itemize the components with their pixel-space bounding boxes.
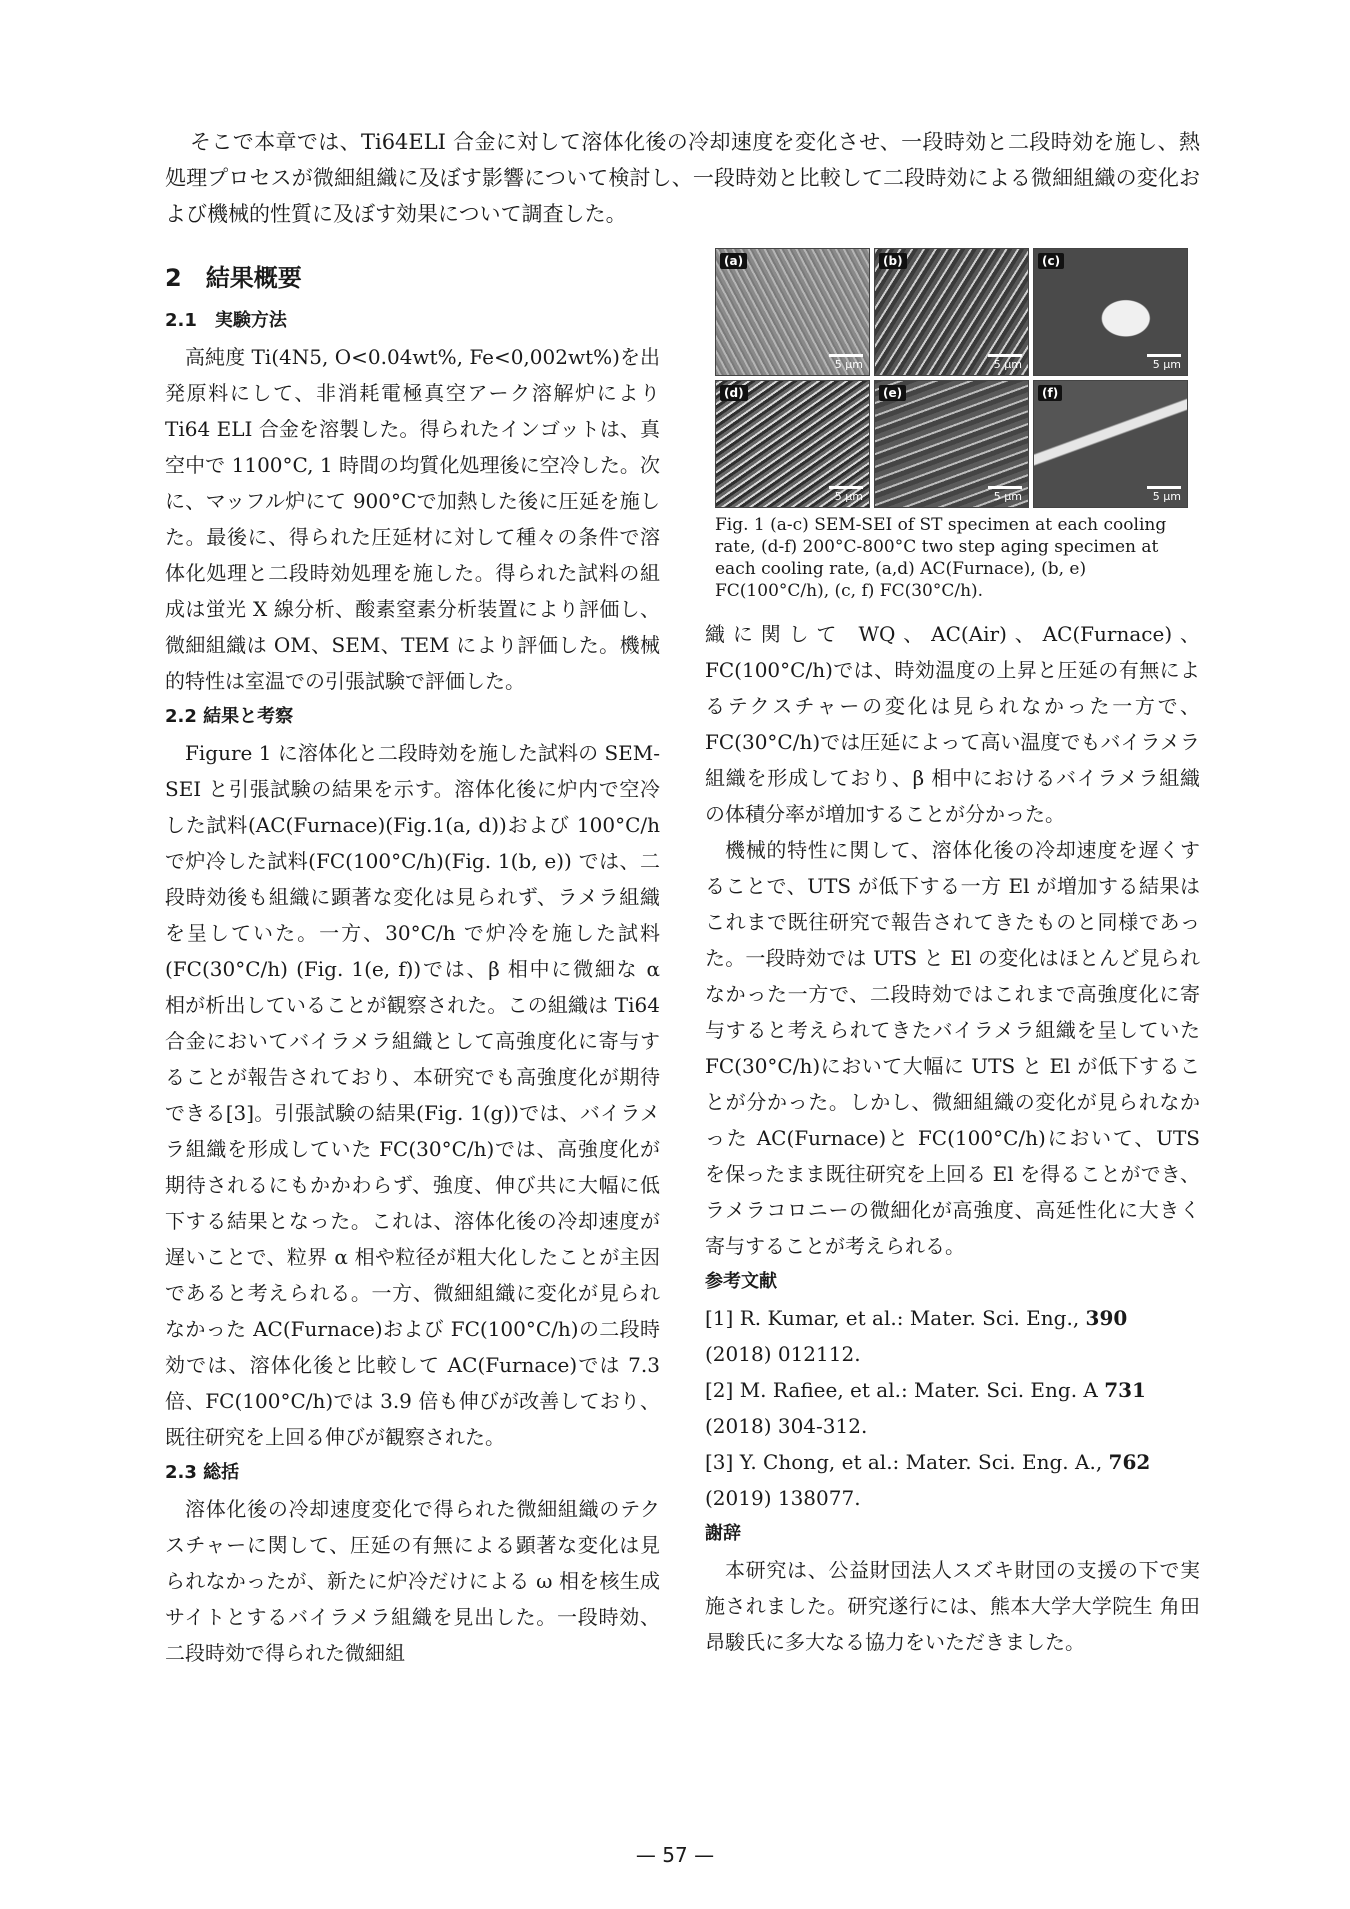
reference-3	[705, 1444, 1200, 1516]
panel-label: (c)	[1038, 253, 1064, 269]
sem-image-f	[1033, 380, 1188, 508]
reference-text: [2] M. Rafiee, et al.: Mater. Sci. Eng. A	[705, 1378, 1105, 1402]
reference-1	[705, 1300, 1200, 1372]
sem-image-c	[1033, 248, 1188, 376]
scale-bar	[829, 486, 863, 489]
sem-image-a	[715, 248, 870, 376]
scale-bar	[829, 354, 863, 357]
section-2-2-text: Figure 1 に溶体化と二段時効を施した試料の SEM-SEI と引張試験の結果を示す。溶体化後に炉内で空冷した試料(AC(Furnace)(Fig.1(a, d))および 100°C/h で炉冷した試料(FC(100°C/h)(Fig. 1(b, e)) では、二段時効後も組織に顕著な変化は見られず、ラメラ組織を呈していた。一方、30°C/h で炉冷を施した試料(FC(30°C/h) (Fig. 1(e, f))では、β 相中に微細な α 相が析出していることが観察された。この組織は Ti64 合金においてバイラメラ組織として高強度化に寄与することが報告されており、本研究でも高強度化が期待できる[3]。引張試験の結果(Fig. 1(g))では、バイラメラ組織を形成していた FC(30°C/h)では、高強度化が期待されるにもかかわらず、強度、伸び共に大幅に低下する結果となった。これは、溶体化後の冷却速度が遅いことで、粒界 α 相や粒径が粗大化したことが主因であると考えられる。一方、微細組織に変化が見られなかった AC(Furnace)および FC(100°C/h)の二段時効では、溶体化後と比較して AC(Furnace)では 7.3 倍、FC(100°C/h)では 3.9 倍も伸びが改善しており、既往研究を上回る伸びが観察された。	[165, 741, 660, 1449]
reference-text: (2018) 304-312.	[705, 1414, 868, 1438]
right-paragraph-1: 織に関して WQ、AC(Air)、AC(Furnace)、FC(100°C/h)では、時効温度の上昇と圧延の有無によるテクスチャーの変化は見られなかった一方で、FC(30°C/h)では圧延によって高い温度でもバイラメラ組織を形成しており、β 相中におけるバイラメラ組織の体積分率が増加することが分かった。	[705, 622, 1200, 826]
reference-volume: 762	[1108, 1450, 1151, 1474]
figure-1	[715, 248, 1190, 602]
reference-text: (2019) 138077.	[705, 1486, 861, 1510]
right-paragraph-2: 機械的特性に関して、溶体化後の冷却速度を遅くすることで、UTS が低下する一方 El が増加する結果はこれまで既往研究で報告されてきたものと同様であった。一段時効では UTS と El の変化はほとんど見られなかった一方で、二段時効ではこれまで高強度化に寄与すると考えられてきたバイラメラ組織を呈していた FC(30°C/h)において大幅に UTS と El が低下することが分かった。しかし、微細組織の変化が見られなかった AC(Furnace)と FC(100°C/h)において、UTS を保ったまま既往研究を上回る El を得ることができ、ラメラコロニーの微細化が高強度、高延性化に大きく寄与することが考えられる。	[705, 838, 1200, 1258]
reference-volume: 731	[1104, 1378, 1146, 1402]
section-2-heading: 2 結果概要	[165, 264, 302, 292]
section-2-1-heading: 2.1 実験方法	[165, 310, 287, 331]
scale-bar	[1147, 354, 1181, 357]
sem-image-d	[715, 380, 870, 508]
reference-text: [3] Y. Chong, et al.: Mater. Sci. Eng. A.,	[705, 1450, 1109, 1474]
scale-label: 5 μm	[993, 490, 1022, 503]
panel-label: (f)	[1038, 385, 1062, 401]
sem-image-e	[874, 380, 1029, 508]
reference-text: (2018) 012112.	[705, 1342, 861, 1366]
scale-bar	[1147, 486, 1181, 489]
figure-caption: Fig. 1 (a-c) SEM-SEI of ST specimen at each cooling rate, (d-f) 200°C-800°C two step aging specimen at each cooling rate, (a,d) AC(Furnace), (b, e) FC(100°C/h), (c, f) FC(30°C/h).	[715, 515, 1167, 601]
panel-label: (b)	[879, 253, 907, 269]
acknowledgement-text: 本研究は、公益財団法人スズキ財団の支援の下で実施されました。研究遂行には、熊本大学大学院生 角田昂駿氏に多大なる協力をいただきました。	[705, 1558, 1200, 1654]
intro-text: そこで本章では、Ti64ELI 合金に対して溶体化後の冷却速度を変化させ、一段時効と二段時効を施し、熱処理プロセスが微細組織に及ぼす影響について検討し、一段時効と比較して二段時効による微細組織の変化および機械的性質に及ぼす効果について調査した。	[165, 130, 1200, 226]
scale-label: 5 μm	[834, 358, 863, 371]
scale-label: 5 μm	[1152, 358, 1181, 371]
panel-label: (e)	[879, 385, 906, 401]
references-heading: 参考文献	[705, 1271, 777, 1292]
sem-panel-grid	[715, 248, 1190, 508]
scale-bar	[988, 486, 1022, 489]
panel-label: (d)	[720, 385, 748, 401]
left-column	[165, 258, 660, 1671]
section-2-3-text: 溶体化後の冷却速度変化で得られた微細組織のテクスチャーに関して、圧延の有無による顕著な変化は見られなかったが、新たに炉冷だけによる ω 相を核生成サイトとするバイラメラ組織を見出した。一段時効、二段時効で得られた微細組	[165, 1497, 660, 1665]
sem-image-b	[874, 248, 1029, 376]
acknowledgement-heading: 謝辞	[705, 1523, 741, 1544]
intro-paragraph	[165, 124, 1200, 232]
scale-label: 5 μm	[1152, 490, 1181, 503]
scale-label: 5 μm	[834, 490, 863, 503]
section-2-1-text: 高純度 Ti(4N5, O<0.04wt%, Fe<0,002wt%)を出発原料にして、非消耗電極真空アーク溶解炉により Ti64 ELI 合金を溶製した。得られたインゴットは、真空中で 1100°C, 1 時間の均質化処理後に空冷した。次に、マッフル炉にて 900°Cで加熱した後に圧延を施した。最後に、得られた圧延材に対して種々の条件で溶体化処理と二段時効処理を施した。得られた試料の組成は蛍光 X 線分析、酸素窒素分析装置により評価し、微細組織は OM、SEM、TEM により評価した。機械的特性は室温での引張試験で評価した。	[165, 345, 660, 693]
section-2-3-heading: 2.3 総括	[165, 1462, 240, 1483]
panel-label: (a)	[720, 253, 747, 269]
reference-2	[705, 1372, 1200, 1444]
scale-label: 5 μm	[993, 358, 1022, 371]
page-number: — 57 —	[635, 1843, 715, 1867]
section-2-2-heading: 2.2 結果と考察	[165, 706, 294, 727]
reference-text: [1] R. Kumar, et al.: Mater. Sci. Eng.,	[705, 1306, 1086, 1330]
right-column	[705, 248, 1200, 1660]
reference-volume: 390	[1085, 1306, 1128, 1330]
scale-bar	[988, 354, 1022, 357]
